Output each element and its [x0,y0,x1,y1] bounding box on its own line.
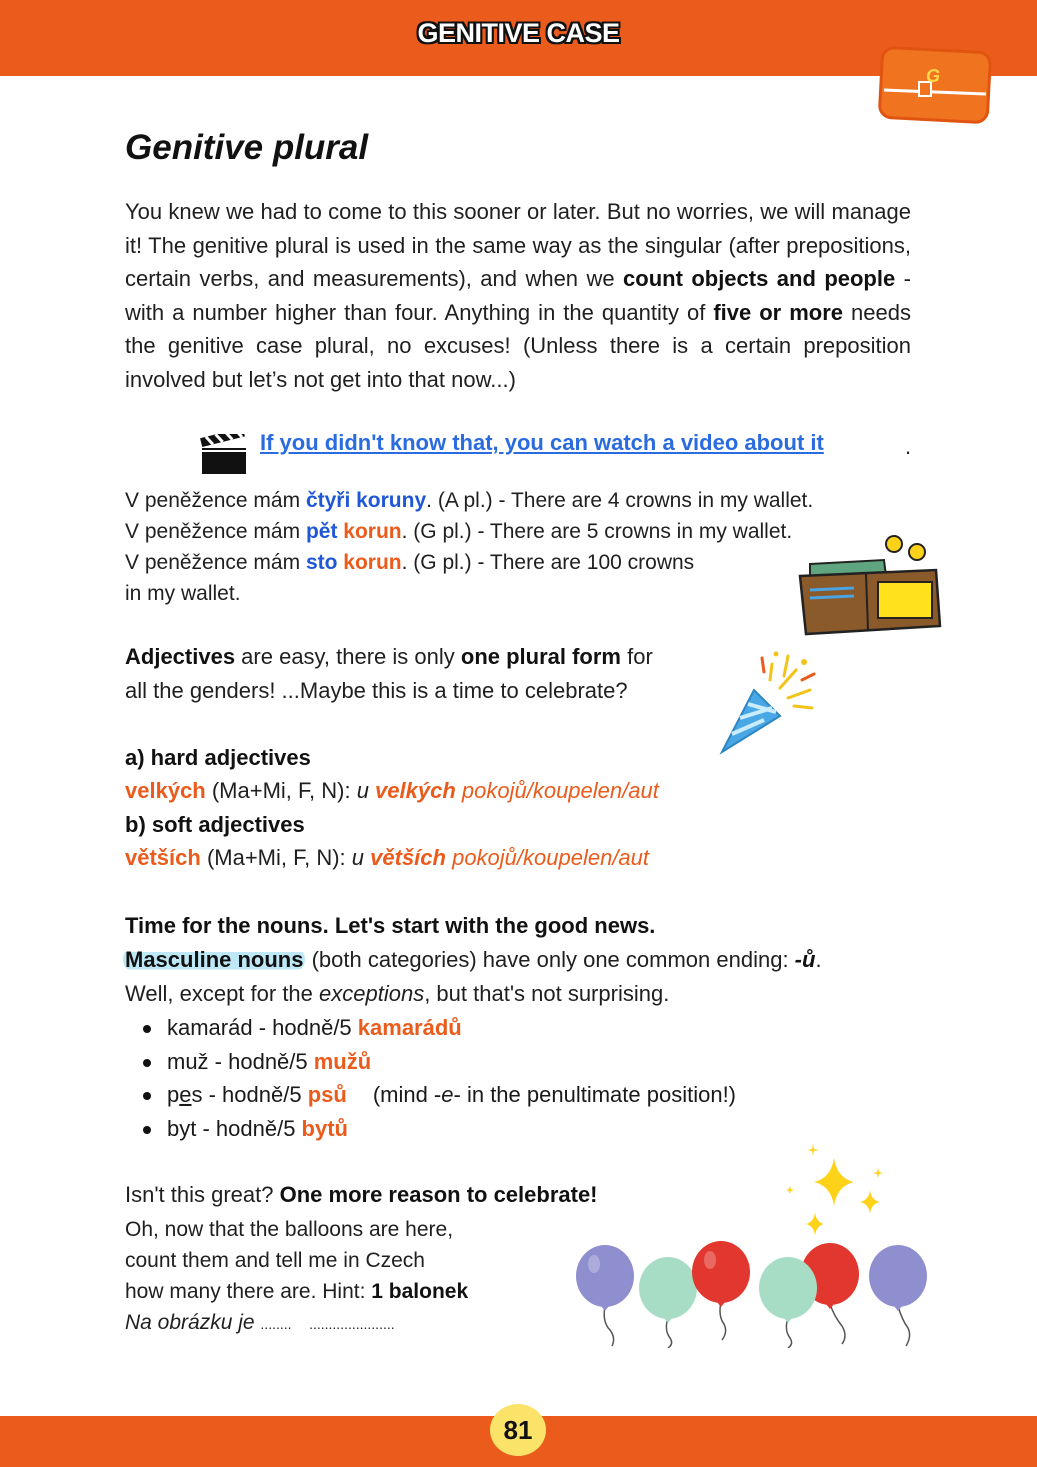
masculine-text: (both categories) have only one common ending: [305,947,795,972]
sparkles-icon [782,1140,892,1244]
header-title: GENITIVE CASE [417,18,620,48]
example-line-3b: in my wallet. [125,582,241,605]
adjectives-text-2: for [621,644,653,669]
balloon [692,1241,750,1307]
masculine-nouns-highlight: Masculine nouns [125,947,304,972]
closing-bold: One more reason to celebrate! [279,1182,598,1207]
example-2-numeral: pět [305,520,338,543]
exceptions-line [125,977,669,1011]
noun-example-text: byt - hodně/5 [167,1115,302,1141]
hard-adjectives-line [125,774,659,808]
clapperboard-icon [200,434,248,476]
list-item [140,1112,736,1146]
intro-paragraph [125,195,911,397]
video-link-period: . [905,434,912,459]
adjectives-text-1: are easy, there is only [235,644,461,669]
adjectives-line-1 [125,640,725,674]
answer-line [125,1307,395,1340]
example-3-numeral: sto [305,551,338,574]
note-text: (mind - [372,1082,442,1108]
closing-line-1 [125,1178,598,1212]
example-1-post: . (A pl.) - There are 4 crowns in my wallet. [426,489,814,512]
closing-text: Isn't this great? [125,1182,280,1207]
adjectives-bold: Adjectives [125,644,236,669]
intro-bold-1: count objects and people [623,266,896,292]
example-2-noun: korun [343,520,402,543]
example-2-pre: V peněžence mám [125,520,306,543]
wallet-icon [796,532,946,638]
soft-genders: (Ma+Mi, F, N): [200,845,352,870]
example-3-noun: korun [343,551,402,574]
balloon [759,1257,817,1323]
exceptions-italic: exceptions [319,981,425,1006]
list-item [140,1011,736,1045]
note-text: - in the penultimate position!) [453,1082,737,1108]
plural-form-bold: one plural form [460,644,621,669]
party-popper-icon [718,650,818,756]
example-3-pre: V peněžence mám [125,551,306,574]
example-1-pre: V peněžence mám [125,489,306,512]
intro-text-1: You knew we had to come to this sooner or later. But no worries, we will manage it! The genitive plural is used in the same way as the singular (after prepositions, certain verbs, and measurements), and when we [125,199,911,292]
video-link[interactable] [260,430,824,456]
soft-preposition: u [351,845,371,870]
masculine-line [125,943,911,977]
page-title: Genitive plural [125,128,369,167]
noun-example-form: mužů [313,1048,372,1074]
list-item [140,1078,736,1112]
intro-text-2: - with a number higher than four. Anything in the quantity of [125,266,911,325]
example-line-1 [125,485,813,516]
underlined-vowel: e [179,1082,192,1108]
hard-preposition: u [356,778,376,803]
note-italic: e [441,1082,454,1108]
exceptions-text-2: , but that's not surprising. [424,981,670,1006]
noun-example-text: s - hodně/5 [191,1082,308,1108]
balloon [576,1245,634,1311]
briefcase-letter: G [926,66,941,86]
hard-genders: (Ma+Mi, F, N): [205,778,357,803]
intro-bold-2: five or more [713,299,844,325]
hard-adjective-form: velkých [125,778,206,803]
video-link-text[interactable]: If you didn't know that, you can watch a video about it [260,430,824,455]
example-line-2 [125,516,792,547]
closing-line-4 [125,1276,468,1307]
soft-adjectives-heading: b) soft adjectives [125,812,305,837]
noun-example-form: kamarádů [357,1015,462,1040]
hard-example-nouns: pokojů/koupelen/aut [455,778,659,803]
answer-blank-1: ........ [260,1316,292,1332]
hard-adjectives-heading: a) hard adjectives [125,745,311,770]
soft-example-adjective: větších [370,845,446,870]
list-item [140,1045,736,1079]
adjectives-line-2: all the genders! ...Maybe this is a time to celebrate? [125,678,628,703]
answer-prompt: Na obrázku je [125,1311,255,1334]
masculine-period: . [815,947,822,972]
page-number: 81 [490,1404,546,1456]
noun-example-text: p [167,1082,180,1108]
noun-examples-list [140,1011,736,1145]
noun-example-text: muž - hodně/5 [167,1048,314,1074]
example-line-3 [125,547,694,578]
soft-adjectives-line [125,841,649,875]
nouns-heading: Time for the nouns. Let's start with the good news. [125,913,656,938]
example-3-post: . (G pl.) - There are 100 crowns [401,551,695,574]
soft-example-nouns: pokojů/koupelen/aut [445,845,650,870]
hint-text: how many there are. Hint: [125,1280,372,1303]
example-2-post: . (G pl.) - There are 5 crowns in my wallet. [401,520,793,543]
hint-bold: 1 balonek [371,1280,469,1303]
noun-example-form: psů [307,1082,347,1108]
balloons-illustration [572,1236,932,1348]
masculine-ending: -ů [794,947,816,972]
answer-blank-2: ...................... [309,1316,395,1332]
intro-text-3: needs the genitive case plural, no excuses! (Unless there is a certain preposition involved but let’s not get into that now...) [125,299,911,392]
closing-line-3: count them and tell me in Czech [125,1249,425,1272]
soft-adjective-form: větších [125,845,201,870]
example-1-numeral: čtyři koruny [305,489,427,512]
noun-example-text: kamarád - hodně/5 [167,1015,358,1040]
hard-example-adjective: velkých [375,778,456,803]
briefcase-icon [876,34,994,126]
closing-line-2: Oh, now that the balloons are here, [125,1218,454,1241]
balloon [869,1245,927,1311]
noun-example-form: bytů [301,1115,348,1141]
exceptions-text-1: Well, except for the [125,981,320,1006]
balloon [639,1257,697,1323]
